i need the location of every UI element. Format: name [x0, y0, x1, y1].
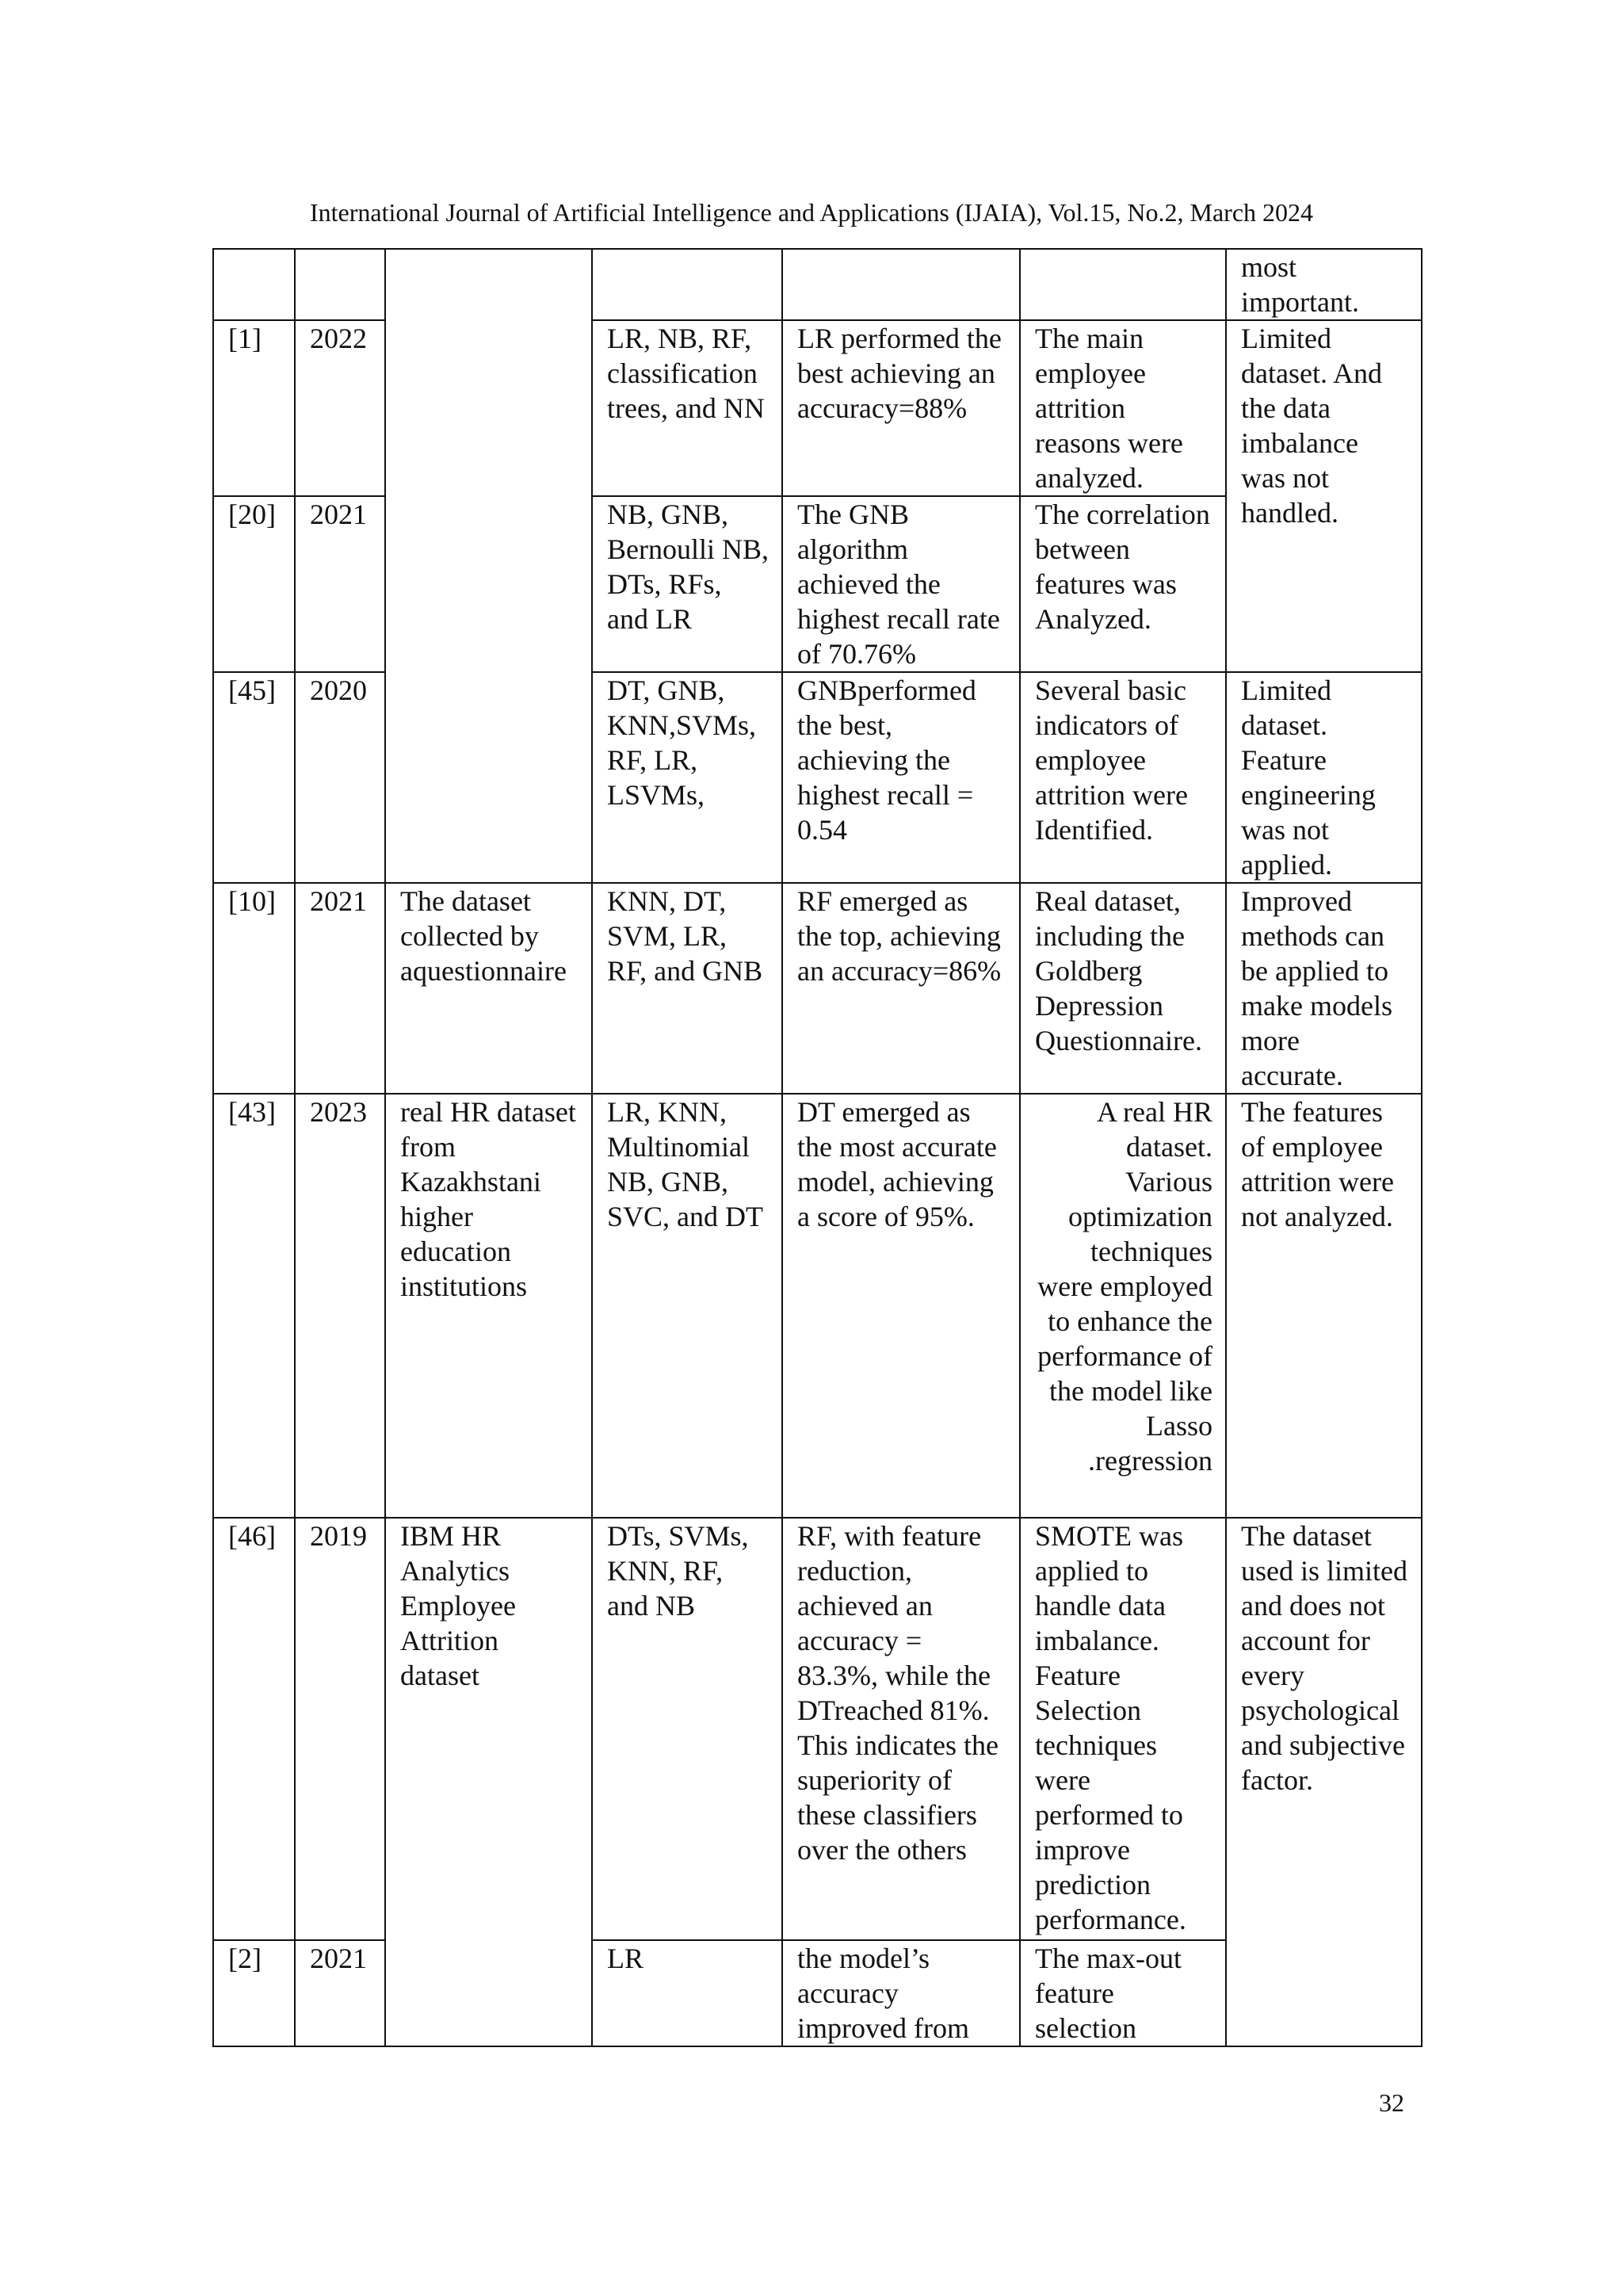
dataset-cell [385, 249, 592, 883]
year-cell: 2023 [295, 1094, 385, 1518]
results-cell: RF, with feature reduction, achieved an accuracy = 83.3%, while the DTreached 81%. This indicates the superiority of these classifiers over the others [782, 1518, 1020, 1940]
year-cell: 2021 [295, 883, 385, 1094]
methods-cell: LR, KNN, Multinomial NB, GNB, SVC, and DT [592, 1094, 782, 1518]
strength-cell: Real dataset, including the Goldberg Depression Questionnaire. [1020, 883, 1226, 1094]
ref-cell: [2] [213, 1940, 295, 2046]
ref-cell: [43] [213, 1094, 295, 1518]
results-cell: DT emerged as the most accurate model, achieving a score of 95%. [782, 1094, 1020, 1518]
strength-cell: The max-out feature selection [1020, 1940, 1226, 2046]
ref-cell: [45] [213, 672, 295, 883]
table-row [213, 1094, 1422, 1518]
year-cell: 2020 [295, 672, 385, 883]
ref-cell: [10] [213, 883, 295, 1094]
limitation-cell: most important. [1226, 249, 1422, 320]
journal-header: International Journal of Artificial Intelligence and Applications (IJAIA), Vol.15, No.2, March 2024 [309, 198, 1314, 227]
ref-cell: [1] [213, 320, 295, 496]
year-cell: 2019 [295, 1518, 385, 1940]
dataset-cell: real HR dataset from Kazakhstani higher education institutions [385, 1094, 592, 1518]
table-row [213, 1518, 1422, 1940]
methods-cell: LR [592, 1940, 782, 2046]
strength-cell: The main employee attrition reasons were analyzed. [1020, 320, 1226, 496]
results-cell [782, 249, 1020, 320]
table-row [213, 249, 1422, 320]
year-cell: 2021 [295, 496, 385, 672]
strength-cell [1020, 249, 1226, 320]
methods-cell: DTs, SVMs, KNN, RF, and NB [592, 1518, 782, 1940]
literature-comparison-table [212, 248, 1423, 2047]
limitation-cell: The features of employee attrition were not analyzed. [1226, 1094, 1422, 1518]
dataset-cell: The dataset collected by aquestionnaire [385, 883, 592, 1094]
ref-cell: [46] [213, 1518, 295, 1940]
strength-cell: A real HR dataset. Various optimization techniques were employed to enhance the performance of the model like Lasso .regression [1020, 1094, 1226, 1518]
year-cell [295, 249, 385, 320]
results-cell: GNBperformed the best, achieving the highest recall = 0.54 [782, 672, 1020, 883]
strength-cell: Several basic indicators of employee attrition were Identified. [1020, 672, 1226, 883]
limitation-cell: The dataset used is limited and does not account for every psychological and subjective factor. [1226, 1518, 1422, 2046]
methods-cell: NB, GNB, Bernoulli NB, DTs, RFs, and LR [592, 496, 782, 672]
year-cell: 2021 [295, 1940, 385, 2046]
methods-cell: LR, NB, RF, classification trees, and NN [592, 320, 782, 496]
methods-cell: KNN, DT, SVM, LR, RF, and GNB [592, 883, 782, 1094]
results-cell: the model’s accuracy improved from [782, 1940, 1020, 2046]
results-cell: LR performed the best achieving an accuracy=88% [782, 320, 1020, 496]
methods-cell [592, 249, 782, 320]
year-cell: 2022 [295, 320, 385, 496]
table-row [213, 883, 1422, 1094]
limitation-cell: Improved methods can be applied to make models more accurate. [1226, 883, 1422, 1094]
methods-cell: DT, GNB, KNN,SVMs, RF, LR, LSVMs, [592, 672, 782, 883]
page-number: 32 [1379, 2088, 1404, 2117]
results-cell: The GNB algorithm achieved the highest recall rate of 70.76% [782, 496, 1020, 672]
limitation-cell: Limited dataset. Feature engineering was not applied. [1226, 672, 1422, 883]
strength-cell: The correlation between features was Analyzed. [1020, 496, 1226, 672]
strength-cell: SMOTE was applied to handle data imbalance. Feature Selection techniques were performed to improve prediction performance. [1020, 1518, 1226, 1940]
results-cell: RF emerged as the top, achieving an accuracy=86% [782, 883, 1020, 1094]
ref-cell: [20] [213, 496, 295, 672]
dataset-cell: IBM HR Analytics Employee Attrition dataset [385, 1518, 592, 2046]
limitation-cell: Limited dataset. And the data imbalance was not handled. [1226, 320, 1422, 672]
ref-cell [213, 249, 295, 320]
